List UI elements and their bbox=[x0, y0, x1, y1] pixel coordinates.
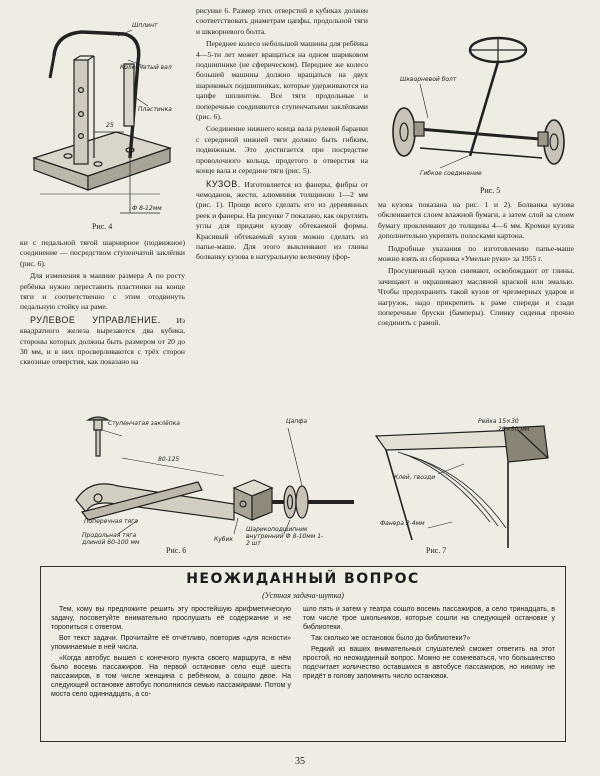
left-paragraph-1: ки с педальной тягой шарнирное (подвижное) соединение — посредством ступенчатой заклёпки (рис. 6). bbox=[20, 238, 185, 268]
figure-6-caption: Рис. 6 bbox=[166, 546, 187, 555]
puzzle-subtitle: (Устная задача-шутка) bbox=[262, 591, 344, 600]
right-paragraph-2: Подробные указания по изготовлению папье-маше можно взять из сборника «Умелые руки» за 1955 г. bbox=[378, 243, 574, 264]
figure-7-drawing bbox=[368, 418, 574, 558]
fig6-label-prod-tyaga-text: Продольная тяга длиной 60-100 мм bbox=[82, 532, 140, 546]
section-heading-kuzov: КУЗОВ. bbox=[206, 178, 241, 189]
fig7-label-fanera: Фанера 2-4мм bbox=[380, 520, 425, 527]
puzzle-box bbox=[40, 566, 566, 742]
puzzle-left-paragraph-1: Тем, кому вы предложите решить эту простейшую арифметическую задачу, посоветуйте внимательно прослушать её содержание и не торопиться с ответом. bbox=[51, 606, 291, 631]
fig6-label-dim-80-125: 80-125 bbox=[158, 456, 180, 463]
middle-column bbox=[196, 6, 368, 265]
left-paragraph-3-text: Из квадратного железа вырезаются два кубика, стороны которых должны быть размером от 20 до 30 мм, и в них просверливаются с трёх сторон сквозные отверстия, как показано на bbox=[20, 315, 185, 367]
fig4-label-kolenchaty-val: Коленчатый вал bbox=[120, 64, 172, 71]
puzzle-right-paragraph-3: Редкий из ваших внимательных слушателей сможет ответить на этот простой, но неожиданный вопрос. Можно не сомневаться, что большинство подсчитает количество оставшихся в автобусе пассажиров, но никому не придёт в голову запомнить число остановок. bbox=[303, 646, 555, 680]
fig6-label-tsapfa: Цапфа bbox=[286, 418, 308, 425]
fig4-label-diameter: Ф 8-12мм bbox=[132, 205, 162, 212]
figure-7-caption: Рис. 7 bbox=[426, 546, 447, 555]
fig5-label-shkvornevoy-bolt: Шкворневой болт bbox=[400, 76, 457, 83]
middle-paragraph-1: рисунке 6. Размер этих отверстий в кубиках должен соответствовать диаметрам цапфы, продольной тяги и шкворневого болта. bbox=[196, 6, 368, 36]
fig4-label-dim-25: 25 bbox=[106, 122, 114, 129]
left-paragraph-3 bbox=[20, 315, 185, 368]
puzzle-left-paragraph-2: Вот текст задачи. Прочитайте её отчётливо, повторив «для ясности» упоминаемые в ней числа. bbox=[51, 635, 291, 651]
fig7-label-kley: Клей, гвозди bbox=[394, 474, 436, 481]
figure-5 bbox=[380, 8, 580, 208]
left-column bbox=[20, 238, 185, 370]
right-paragraph-3: Просушенный кузов снимают, освобождают от глины, зачищают и окрашивают масляной краской или эмалью. Чтобы предохранить такой кузов от чрезмерных ударов и нагрузок, надо прикрепить к раме спереди и сзади поперечные бруски (бамперы). Спинку сиденья прочно соединить с рамой. bbox=[378, 266, 574, 328]
fig6-label-zaklepka: Ступенчатая заклёпка bbox=[108, 420, 180, 427]
figure-6 bbox=[58, 416, 358, 558]
figure-7 bbox=[368, 418, 574, 558]
puzzle-right-paragraph-1: шло пять и затем у театра сошло восемь пассажиров, а село тринадцать, в том числе трое школьников, которые сошли на следующей остановке у библиотеки. bbox=[303, 606, 555, 631]
fig6-label-poper-tyaga: Поперечная тяга bbox=[84, 518, 138, 525]
left-paragraph-2: Для изменения в машине размера А по росту ребёнка нужно переставить пластинки на конце тяги и соответственно с этим отодвинуть педальную стойку на раме. bbox=[20, 271, 185, 312]
fig6-label-podshipnik bbox=[246, 526, 326, 547]
page-number: 35 bbox=[295, 756, 305, 767]
middle-paragraph-3: Соединение нижнего конца вала рулевой баранки с серединой нижней тяги должно быть гибким, подвижным. Это достигается при посредстве проволочного кольца, продетого в отверстия на конце вала и середине тяги (рис. 5). bbox=[196, 124, 368, 176]
right-column bbox=[378, 200, 574, 331]
fig4-label-plastinka: Пластинка bbox=[138, 106, 172, 113]
figure-4-caption: Рис. 4 bbox=[92, 222, 113, 231]
fig5-label-gibkoe: Гибкое соединение bbox=[420, 170, 482, 177]
figure-4 bbox=[20, 8, 180, 220]
middle-paragraph-4-text: Изготовляется из фанеры, фибры от чемоданов, жести, алюминия толщиною 1—2 мм (рис. 1). Проще всего сделать его из деревянных реек и фанеры. На рисунке 7 показано, как округлять углы для придачи кузову обтекаемой формы. Красивый обтекаемый кузов можно сделать из папье-маше. Для этого выклеивают из глины болванку кузова в натуральную величину (фор- bbox=[196, 179, 368, 262]
puzzle-left-column bbox=[51, 605, 291, 701]
fig6-label-podshipnik-text: Шарикоподшипник внутренний Ф 8-10мм 1-2 шт bbox=[246, 526, 324, 547]
puzzle-right-column bbox=[303, 605, 555, 683]
fig6-label-kubik: Кубик bbox=[214, 536, 234, 543]
section-heading-rulevoe: РУЛЕВОЕ УПРАВЛЕНИЕ. bbox=[30, 314, 161, 325]
puzzle-title: НЕОЖИДАННЫЙ ВОПРОС bbox=[186, 571, 420, 587]
fig7-label-reyka-size: 20×50 мм bbox=[498, 426, 530, 433]
figure-4-drawing bbox=[20, 8, 180, 220]
figure-5-drawing bbox=[380, 8, 580, 208]
middle-paragraph-4 bbox=[196, 179, 368, 263]
puzzle-left-paragraph-3: «Когда автобус вышел с конечного пункта своего маршрута, в нём было восемь пассажиров. На первой остановке село ещё шесть пассажиров, в том числе женщина с ребёнком, а сошло двое. На следующей остановке автобус пополнился семью пассажирами. Потом у моста село одиннадцать, а со- bbox=[51, 655, 291, 698]
middle-paragraph-2: Переднее колесо небольшой машины для ребёнка 4—5-ти лет может вращаться на одном шариковом подшипнике (не сферическом). Переднее же колесо большей машины должно вращаться на двух шариковых подшипниках, которые удерживаются на цапфе шплинтом. Все тяги продольные и поперечные соединяются ступенчатыми заклёпками (рис. 6). bbox=[196, 39, 368, 122]
fig7-label-reyka: Рейка 15×30 bbox=[478, 418, 519, 425]
figure-5-caption: Рис. 5 bbox=[480, 186, 501, 195]
right-paragraph-1: ма кузова показана на рис. 1 и 2). Болванка кузова обклеивается слоем влажной бумаги, а затем слой за слоем бумагу проклеивают до толщины 4—6 мм. Кромки кузова дополнительно укрепить полосками картона. bbox=[378, 200, 574, 241]
fig6-label-prod-tyaga bbox=[82, 532, 152, 546]
fig4-label-shplint: Шплинт bbox=[132, 22, 158, 29]
puzzle-right-paragraph-2: Так сколько же остановок было до библиотеки?» bbox=[311, 635, 471, 642]
